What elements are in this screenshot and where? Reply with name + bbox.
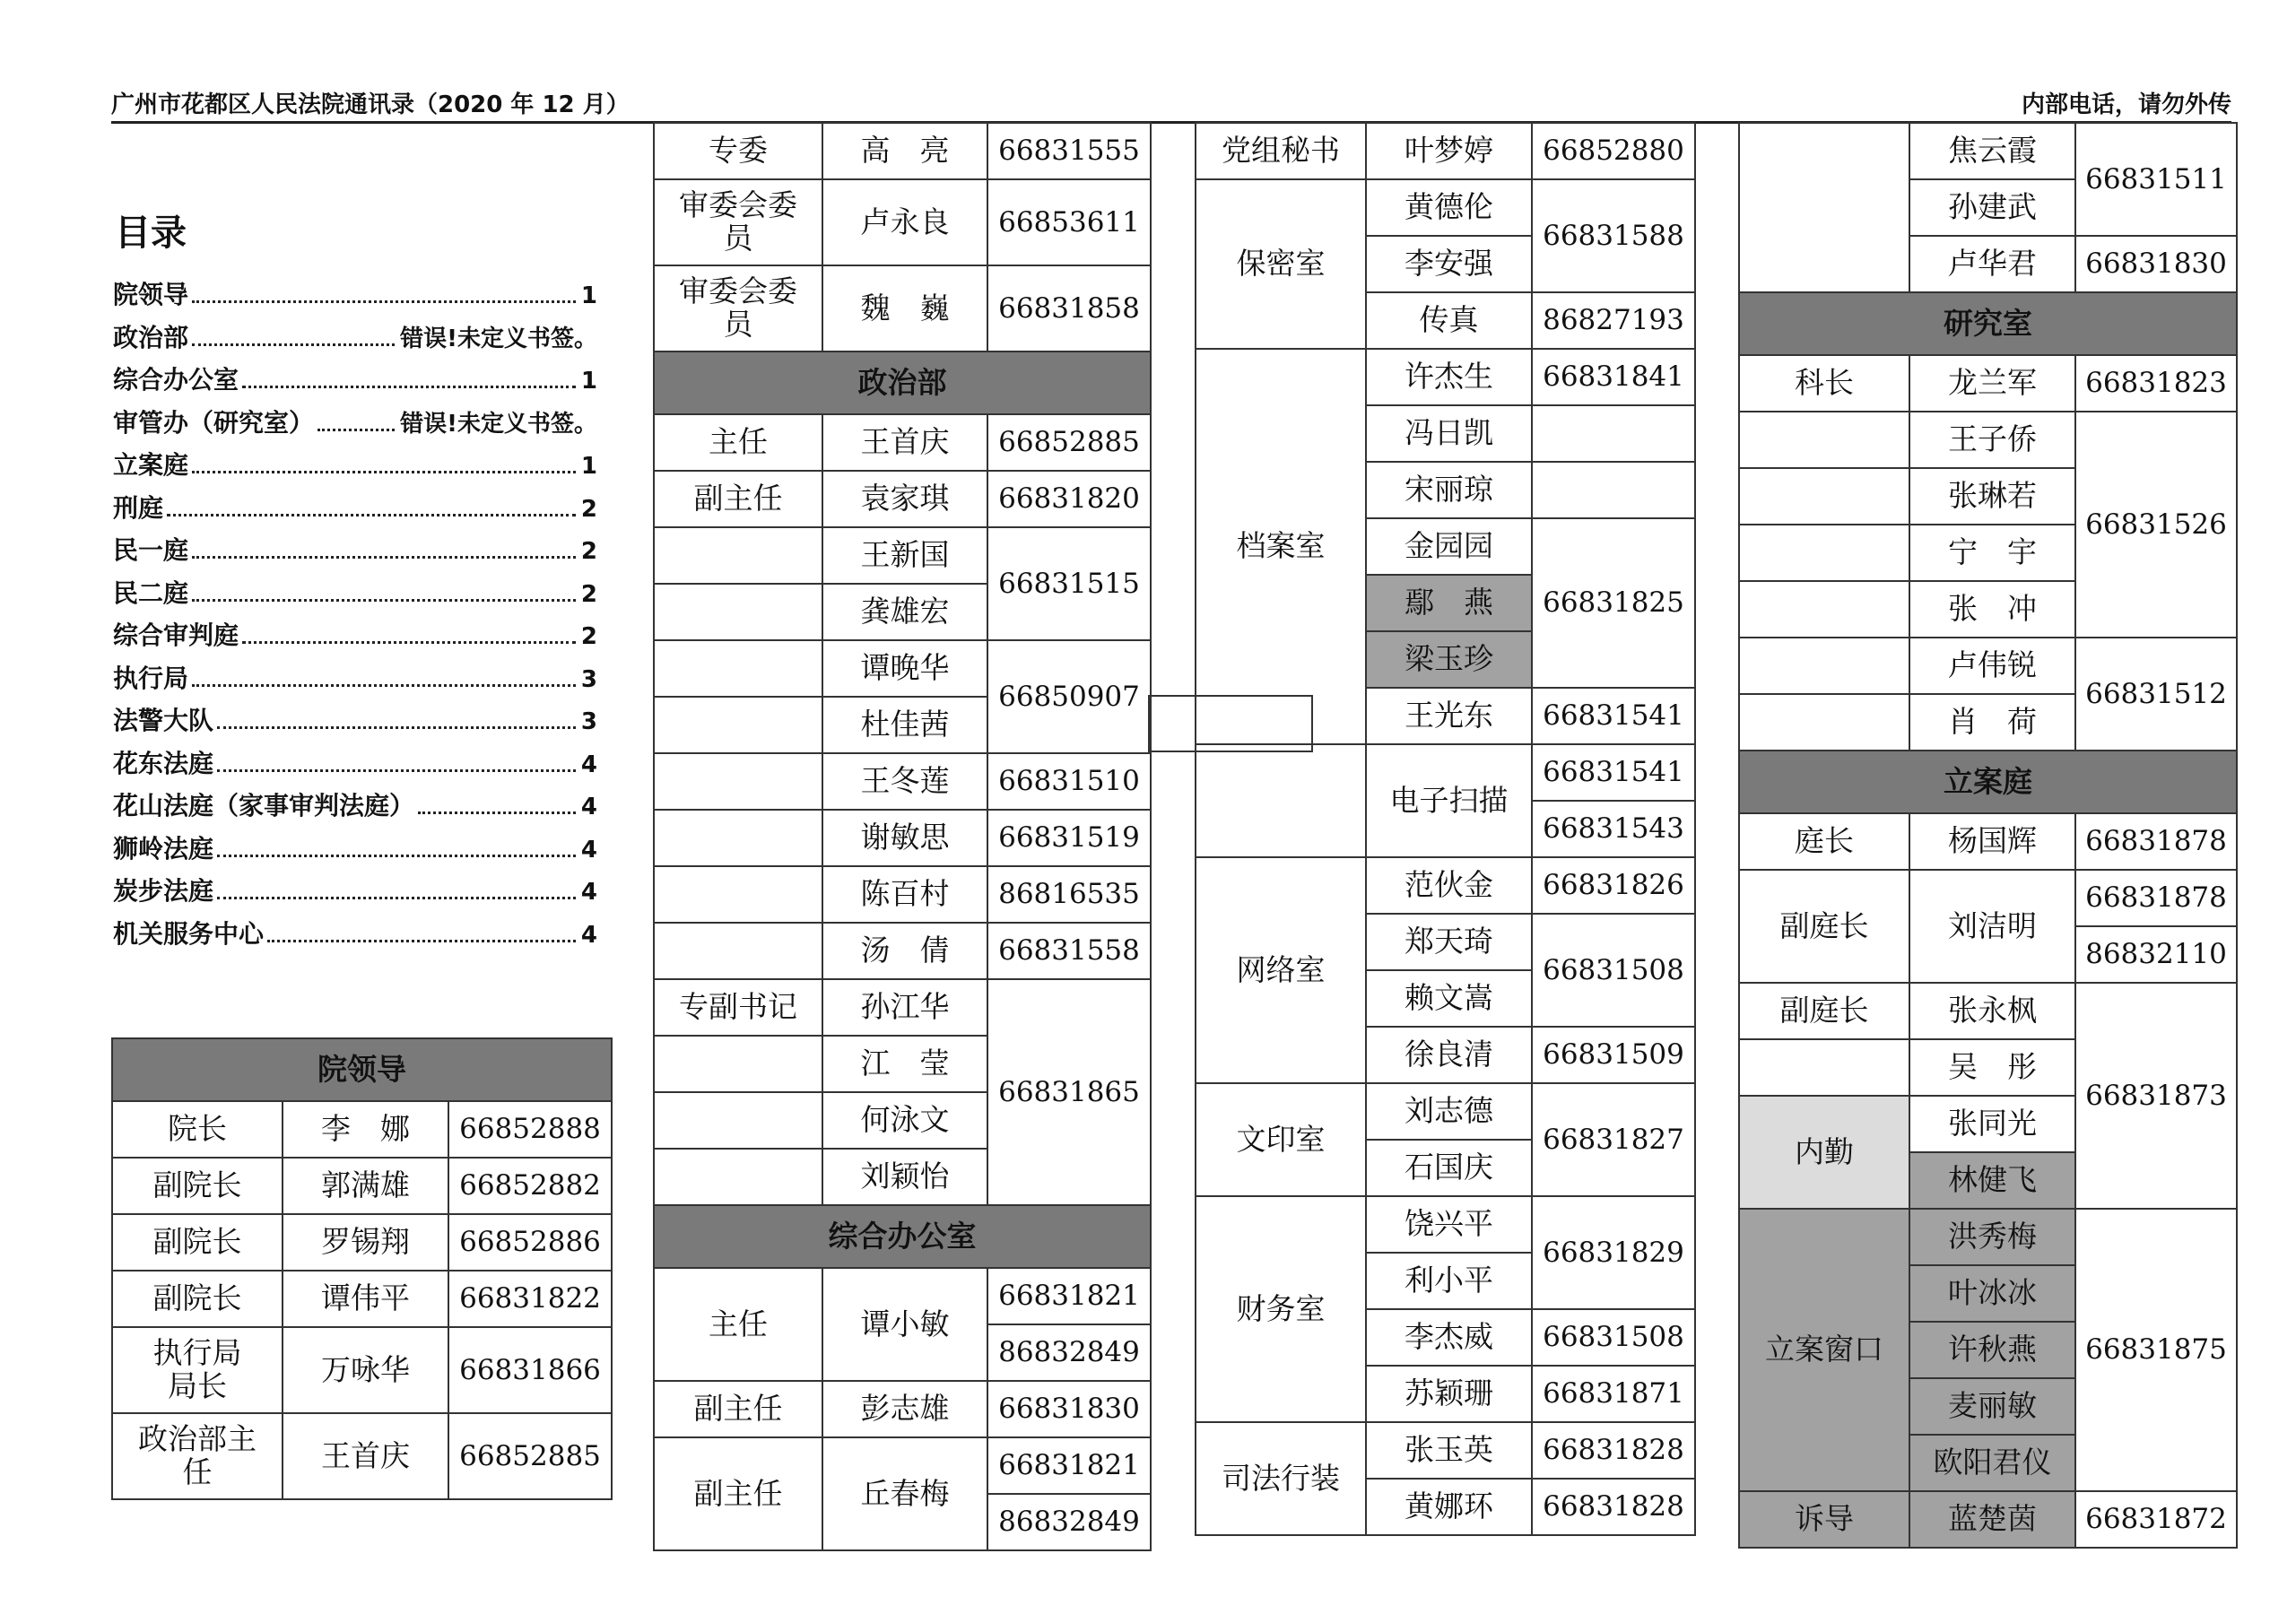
phone-cell: 86832110 (2075, 926, 2237, 983)
phone-cell: 66852880 (1532, 123, 1695, 179)
role-cell: 文印室 (1196, 1083, 1366, 1196)
role-cell (1739, 525, 1909, 581)
name-cell: 丘春梅 (822, 1437, 987, 1550)
toc-item-label: 民一庭 (113, 535, 189, 565)
toc-item-label: 炭步法庭 (113, 876, 214, 906)
phone-cell: 66831828 (1532, 1479, 1695, 1535)
phone-cell (1532, 405, 1695, 462)
name-cell: 万咏华 (283, 1327, 448, 1413)
name-cell: 魏 巍 (822, 265, 987, 352)
toc-item-label: 法警大队 (113, 706, 214, 735)
section-header-research: 研究室 (1739, 292, 2237, 355)
role-cell (654, 527, 822, 584)
phone-cell: 66831510 (987, 753, 1151, 810)
name-cell: 林健飞 (1909, 1152, 2075, 1209)
phone-cell: 66831821 (987, 1437, 1151, 1494)
name-cell: 汤 倩 (822, 923, 987, 979)
toc-item-label: 院领导 (113, 280, 189, 309)
phone-cell: 66831508 (1532, 1309, 1695, 1366)
role-cell: 专副书记 (654, 979, 822, 1036)
role-cell: 档案室 (1196, 349, 1366, 744)
toc-item-label: 立案庭 (113, 450, 189, 480)
toc-item[interactable] (113, 360, 597, 404)
name-cell: 陈百村 (822, 866, 987, 923)
role-cell: 主任 (654, 414, 822, 471)
name-cell: 欧阳君仪 (1909, 1435, 2075, 1491)
role-cell: 政治部主 任 (112, 1413, 283, 1499)
role-cell (654, 810, 822, 866)
name-cell: 郭满雄 (283, 1158, 448, 1214)
toc-item[interactable] (113, 701, 597, 744)
role-cell: 网络室 (1196, 857, 1366, 1083)
phone-cell: 66831878 (2075, 870, 2237, 926)
name-cell: 孙建武 (1909, 179, 2075, 236)
section-header-filing: 立案庭 (1739, 751, 2237, 813)
toc-item[interactable] (113, 659, 597, 702)
toc-item-page: 2 (580, 495, 597, 523)
phone-cell: 66853611 (987, 179, 1151, 265)
phone-cell: 66831519 (987, 810, 1151, 866)
role-cell: 副庭长 (1739, 870, 1909, 983)
name-cell: 洪秀梅 (1909, 1209, 2075, 1265)
role-cell (1739, 1039, 1909, 1096)
confidential-note: 内部电话，请勿外传 (2021, 91, 2231, 118)
phone-cell: 86832849 (987, 1324, 1151, 1381)
toc-item-page: 4 (580, 836, 597, 864)
section-header-political: 政治部 (654, 352, 1151, 414)
toc-item-label: 民二庭 (113, 577, 189, 608)
stray-table-box (1148, 695, 1313, 752)
toc-leader-dots (267, 940, 576, 942)
name-cell: 谢敏思 (822, 810, 987, 866)
role-cell: 立案窗口 (1739, 1209, 1909, 1491)
phone-cell: 66831515 (987, 527, 1151, 640)
toc-item-page: 错误!未定义书签。 (400, 325, 597, 352)
name-cell: 卢华君 (1909, 236, 2075, 292)
role-cell (1739, 123, 1909, 292)
phone-cell: 66831541 (1532, 688, 1695, 744)
name-cell: 卢永良 (822, 179, 987, 265)
phone-cell: 66831558 (987, 923, 1151, 979)
role-cell (654, 1092, 822, 1149)
toc-item-label: 审管办（研究室） (113, 407, 315, 438)
role-cell: 庭长 (1739, 813, 1909, 870)
fax-cell: 86827193 (1532, 292, 1695, 349)
name-cell: 麦丽敏 (1909, 1378, 2075, 1435)
table-row (112, 1327, 612, 1413)
administration-table (1195, 122, 1696, 1536)
toc-item-page: 2 (580, 580, 597, 608)
phone-cell: 66831526 (2075, 412, 2237, 638)
phone-cell: 86816535 (987, 866, 1151, 923)
phone-cell: 66831509 (1532, 1027, 1695, 1083)
role-cell (654, 640, 822, 697)
role-cell: 副院长 (112, 1158, 283, 1214)
phone-cell: 66831830 (987, 1381, 1151, 1437)
toc-item-page: 4 (580, 794, 597, 820)
role-cell: 科长 (1739, 355, 1909, 412)
toc-item[interactable] (113, 446, 597, 489)
name-cell: 叶梦婷 (1366, 123, 1532, 179)
table-row (112, 1413, 612, 1499)
name-cell: 肖 荷 (1909, 694, 2075, 751)
role-cell: 党组秘书 (1196, 123, 1366, 179)
toc-item-page: 2 (580, 623, 597, 650)
toc-item-label: 政治部 (113, 322, 189, 352)
name-cell: 张 冲 (1909, 581, 2075, 638)
role-cell: 诉导 (1739, 1491, 1909, 1548)
name-cell: 宋丽琼 (1366, 462, 1532, 518)
table-row (112, 1158, 612, 1214)
toc-leader-dots (192, 471, 576, 473)
toc-item-label: 综合审判庭 (113, 621, 239, 650)
name-cell: 许杰生 (1366, 349, 1532, 405)
name-cell: 张同光 (1909, 1096, 2075, 1152)
name-cell: 李杰威 (1366, 1309, 1532, 1366)
name-cell: 王首庆 (822, 414, 987, 471)
phone-cell (1532, 462, 1695, 518)
toc-item-label: 综合办公室 (113, 365, 239, 395)
toc-leader-dots (192, 599, 576, 602)
phone-cell: 66852885 (448, 1413, 612, 1499)
toc-item[interactable] (113, 404, 597, 447)
toc-item[interactable] (113, 275, 597, 318)
phone-cell: 66831872 (2075, 1491, 2237, 1548)
toc-leader-dots (217, 726, 576, 729)
name-cell: 梁玉珍 (1366, 631, 1532, 688)
name-cell: 吴 彤 (1909, 1039, 2075, 1096)
name-cell: 黄德伦 (1366, 179, 1532, 236)
phone-cell: 66852888 (448, 1101, 612, 1158)
toc-item-label: 刑庭 (113, 492, 164, 523)
name-cell: 利小平 (1366, 1253, 1532, 1309)
toc-item-page: 4 (580, 751, 597, 778)
name-cell: 焦云霞 (1909, 123, 2075, 179)
phone-cell: 66831865 (987, 979, 1151, 1205)
name-cell: 袁家琪 (822, 471, 987, 527)
toc-item-page: 1 (580, 453, 597, 480)
toc-leader-dots (217, 769, 576, 772)
phone-cell: 66852882 (448, 1158, 612, 1214)
name-cell: 高 亮 (822, 123, 987, 179)
toc-item[interactable] (113, 786, 597, 829)
phone-cell: 66831555 (987, 123, 1151, 179)
name-cell: 黄娜环 (1366, 1479, 1532, 1535)
phone-cell: 66831829 (1532, 1196, 1695, 1309)
toc-item-label: 机关服务中心 (113, 918, 265, 949)
toc-title: 目录 (115, 213, 187, 254)
phone-cell: 66831875 (2075, 1209, 2237, 1491)
toc-leader-dots (192, 556, 576, 559)
name-cell: 石国庆 (1366, 1140, 1532, 1196)
name-cell: 李安强 (1366, 236, 1532, 292)
toc-item-label: 狮岭法庭 (113, 833, 214, 864)
name-cell: 王子侨 (1909, 412, 2075, 468)
role-cell: 内勤 (1739, 1096, 1909, 1209)
role-cell (654, 1036, 822, 1092)
toc-item-page: 错误!未定义书签。 (400, 410, 597, 438)
role-cell: 审委会委 员 (654, 179, 822, 265)
toc-leader-dots (192, 684, 576, 687)
phone-cell: 66831866 (448, 1327, 612, 1413)
name-cell: 宁 宇 (1909, 525, 2075, 581)
phone-cell: 66831541 (1532, 744, 1695, 801)
name-cell: 饶兴平 (1366, 1196, 1532, 1253)
phone-cell: 66831871 (1532, 1366, 1695, 1422)
name-cell: 传真 (1366, 292, 1532, 349)
name-cell: 彭志雄 (822, 1381, 987, 1437)
toc-item-page: 4 (580, 921, 597, 949)
name-cell: 王光东 (1366, 688, 1532, 744)
toc-item-page: 1 (580, 368, 597, 395)
role-cell: 主任 (654, 1268, 822, 1381)
phone-cell: 66831826 (1532, 857, 1695, 914)
toc-leader-dots (192, 343, 395, 346)
name-cell: 赖文嵩 (1366, 970, 1532, 1027)
name-cell: 何泳文 (822, 1092, 987, 1149)
table-row (112, 1214, 612, 1271)
document-title: 广州市花都区人民法院通讯录（2020 年 12 月） (111, 91, 630, 118)
toc-item-label: 花山法庭（家事审判法庭） (113, 791, 415, 820)
name-cell: 王首庆 (283, 1413, 448, 1499)
name-cell: 谭小敏 (822, 1268, 987, 1381)
toc-item-page: 3 (580, 665, 597, 693)
toc-leader-dots (217, 855, 576, 857)
name-cell: 罗锡翔 (283, 1214, 448, 1271)
name-cell: 金园园 (1366, 518, 1532, 575)
name-cell: 鄢 燕 (1366, 575, 1532, 631)
toc-item-page: 1 (580, 282, 597, 309)
toc-item[interactable] (113, 531, 597, 574)
phone-cell: 66831821 (987, 1268, 1151, 1324)
role-cell: 副院长 (112, 1214, 283, 1271)
role-cell: 副主任 (654, 1381, 822, 1437)
name-cell: 卢伟锐 (1909, 638, 2075, 694)
role-cell: 副主任 (654, 1437, 822, 1550)
name-cell: 范伙金 (1366, 857, 1532, 914)
toc-leader-dots (418, 812, 576, 814)
name-cell: 龚雄宏 (822, 584, 987, 640)
name-cell: 孙江华 (822, 979, 987, 1036)
section-header-leaders: 院领导 (112, 1038, 612, 1101)
toc-item-page: 4 (580, 879, 597, 906)
phone-cell: 66831841 (1532, 349, 1695, 405)
role-cell (1739, 468, 1909, 525)
name-cell: 王新国 (822, 527, 987, 584)
name-cell: 徐良清 (1366, 1027, 1532, 1083)
research-filing-table (1738, 122, 2238, 1549)
role-cell: 执行局 局长 (112, 1327, 283, 1413)
name-cell: 郑天琦 (1366, 914, 1532, 970)
phone-cell: 66850907 (987, 640, 1151, 753)
name-cell: 张玉英 (1366, 1422, 1532, 1479)
phone-cell: 66831873 (2075, 983, 2237, 1209)
toc-item-page: 3 (580, 708, 597, 735)
leaders-table (111, 1037, 613, 1500)
name-cell: 刘洁明 (1909, 870, 2075, 983)
phone-cell: 66831878 (2075, 813, 2237, 870)
table-row (112, 1271, 612, 1327)
toc-item[interactable] (113, 872, 597, 915)
phone-cell: 66831508 (1532, 914, 1695, 1027)
role-cell: 副主任 (654, 471, 822, 527)
phone-cell: 66831822 (448, 1271, 612, 1327)
name-cell: 叶冰冰 (1909, 1265, 2075, 1322)
name-cell: 王冬莲 (822, 753, 987, 810)
political-dept-table (653, 122, 1152, 1551)
table-of-contents (113, 275, 597, 957)
name-cell: 电子扫描 (1366, 744, 1532, 857)
name-cell: 张琳若 (1909, 468, 2075, 525)
toc-item[interactable] (113, 616, 597, 659)
toc-item[interactable] (113, 915, 597, 958)
name-cell: 谭晚华 (822, 640, 987, 697)
toc-item[interactable] (113, 489, 597, 532)
name-cell: 杜佳茜 (822, 697, 987, 753)
name-cell: 蓝楚茵 (1909, 1491, 2075, 1548)
role-cell (654, 866, 822, 923)
toc-item[interactable] (113, 829, 597, 872)
role-cell (1739, 412, 1909, 468)
name-cell: 江 莹 (822, 1036, 987, 1092)
toc-item-label: 执行局 (113, 663, 189, 693)
toc-leader-dots (167, 514, 576, 516)
toc-item-label: 花东法庭 (113, 748, 214, 778)
role-cell (654, 1149, 822, 1205)
name-cell: 许秋燕 (1909, 1322, 2075, 1378)
phone-cell: 66831830 (2075, 236, 2237, 292)
toc-leader-dots (242, 386, 576, 388)
phone-cell: 86832849 (987, 1494, 1151, 1550)
phone-cell: 66831820 (987, 471, 1151, 527)
phone-cell: 66831825 (1532, 518, 1695, 688)
section-header-general-office: 综合办公室 (654, 1205, 1151, 1268)
phone-cell: 66831858 (987, 265, 1151, 352)
role-cell: 财务室 (1196, 1196, 1366, 1422)
phone-cell: 66831823 (2075, 355, 2237, 412)
name-cell: 刘志德 (1366, 1083, 1532, 1140)
role-cell (1739, 694, 1909, 751)
phone-cell: 66831827 (1532, 1083, 1695, 1196)
role-cell: 专委 (654, 123, 822, 179)
role-cell (1739, 581, 1909, 638)
phone-cell: 66831512 (2075, 638, 2237, 751)
role-cell (1739, 638, 1909, 694)
toc-item[interactable] (113, 744, 597, 787)
name-cell: 龙兰军 (1909, 355, 2075, 412)
toc-leader-dots (317, 429, 395, 431)
phone-cell: 66831588 (1532, 179, 1695, 292)
phone-cell: 66831543 (1532, 801, 1695, 857)
role-cell: 司法行装 (1196, 1422, 1366, 1535)
name-cell: 李 娜 (283, 1101, 448, 1158)
phone-cell: 66852886 (448, 1214, 612, 1271)
role-cell: 保密室 (1196, 179, 1366, 349)
role-cell: 院长 (112, 1101, 283, 1158)
name-cell: 谭伟平 (283, 1271, 448, 1327)
toc-leader-dots (192, 300, 576, 303)
role-cell: 审委会委 员 (654, 265, 822, 352)
name-cell: 杨国辉 (1909, 813, 2075, 870)
phone-cell: 66831828 (1532, 1422, 1695, 1479)
toc-leader-dots (217, 897, 576, 899)
role-cell (654, 753, 822, 810)
phone-cell: 66852885 (987, 414, 1151, 471)
name-cell: 冯日凯 (1366, 405, 1532, 462)
name-cell: 张永枫 (1909, 983, 2075, 1039)
role-cell (654, 923, 822, 979)
toc-item-page: 2 (580, 538, 597, 565)
name-cell: 刘颖怡 (822, 1149, 987, 1205)
role-cell: 副院长 (112, 1271, 283, 1327)
toc-item[interactable] (113, 574, 597, 617)
role-cell: 副庭长 (1739, 983, 1909, 1039)
role-cell (654, 697, 822, 753)
role-cell (654, 584, 822, 640)
table-row (112, 1101, 612, 1158)
role-cell (1196, 744, 1366, 857)
name-cell: 苏颖珊 (1366, 1366, 1532, 1422)
phone-cell: 66831511 (2075, 123, 2237, 236)
toc-item[interactable] (113, 318, 597, 361)
toc-leader-dots (242, 641, 576, 644)
